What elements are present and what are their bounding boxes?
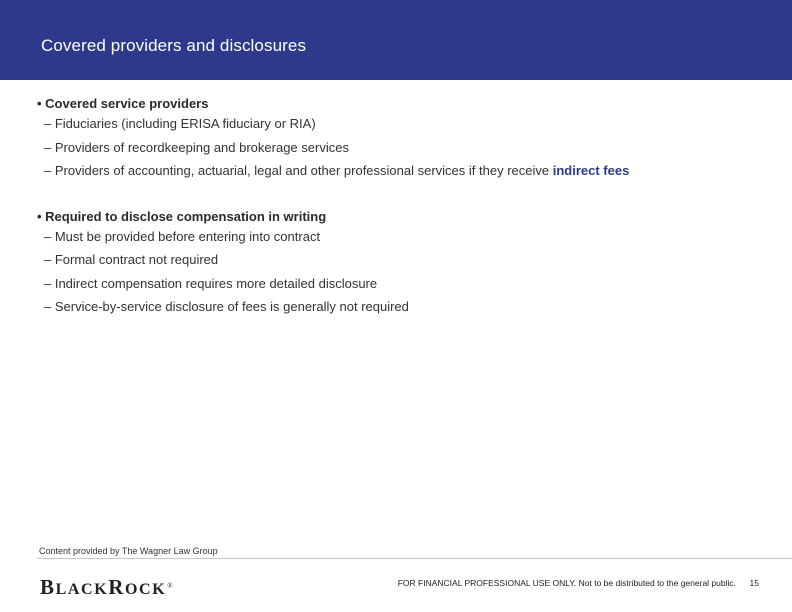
blackrock-logo: BLACKROCK® (40, 575, 173, 599)
header-bar (0, 0, 792, 80)
list-item: – Formal contract not required (44, 252, 219, 267)
list-item: – Indirect compensation requires more detailed disclosure (44, 275, 378, 291)
highlight-indirect-fees: indirect fees (552, 163, 630, 178)
list-item: – Fiduciaries (including ERISA fiduciary or RIA) (44, 116, 316, 131)
section-heading-covered-providers: • Covered service providers (37, 96, 209, 111)
disclaimer-text: FOR FINANCIAL PROFESSIONAL USE ONLY. Not to be distributed to the general public. (397, 578, 736, 588)
section-heading-required-disclosure: • Required to disclose compensation in writing (37, 208, 327, 224)
footer-divider (37, 558, 792, 559)
list-item-text: – Providers of accounting, actuarial, legal and other professional services if they receive (44, 163, 553, 178)
list-item (37, 163, 757, 187)
list-item: – Must be provided before entering into contract (44, 228, 321, 244)
page-number: 15 (749, 578, 759, 588)
list-item: – Providers of recordkeeping and brokerage services (44, 139, 349, 155)
footnote: Content provided by The Wagner Law Group (39, 546, 218, 556)
list-item: – Service-by-service disclosure of fees is generally not required (44, 299, 409, 314)
page-title: Covered providers and disclosures (41, 36, 307, 55)
slide-content (37, 96, 757, 323)
